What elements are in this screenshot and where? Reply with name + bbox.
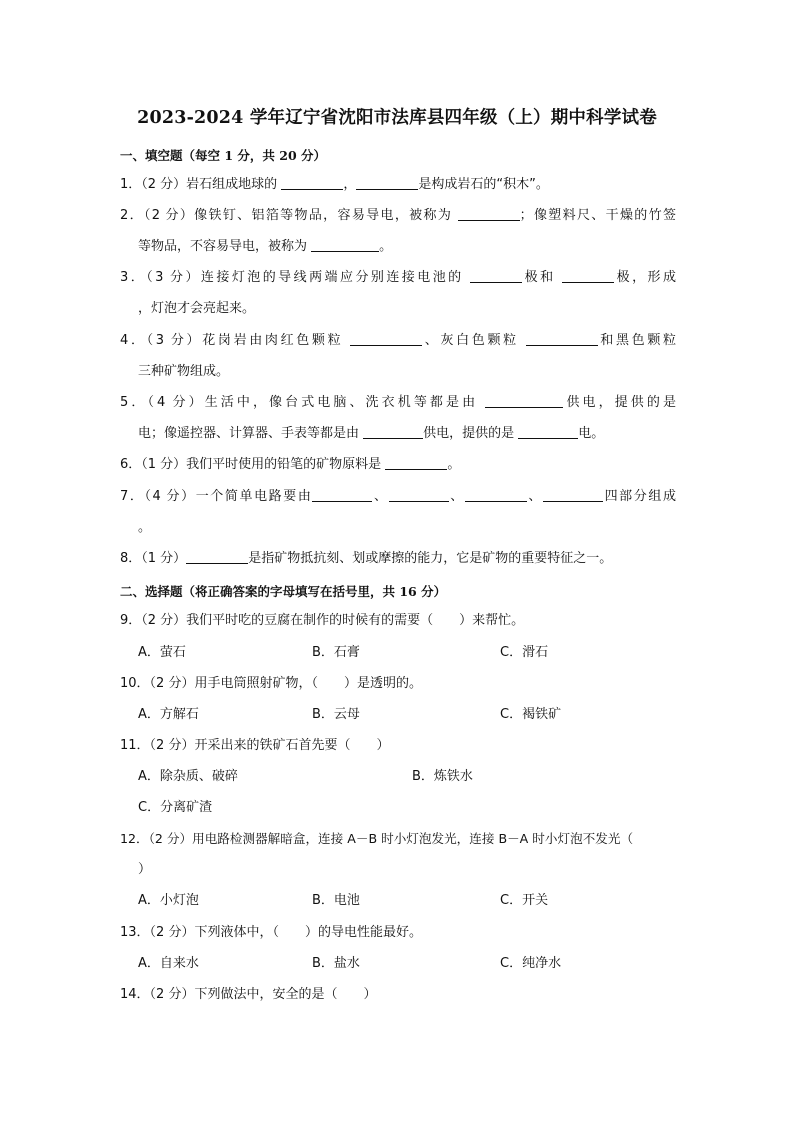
question-12: 12．（2 分）用电路检测器解暗盒，连接 A－B 时小灯泡发光，连接 B－A 时小灯泡不发光（ xyxy=(120,831,634,846)
option-b[interactable]: B．盐水 xyxy=(312,956,360,971)
option-b[interactable]: B．炼铁水 xyxy=(412,769,473,784)
question-4: 4．（3 分）花岗岩由肉红色颗粒 、灰白色颗粒 和黑色颗粒 xyxy=(120,333,676,348)
answer-blank[interactable] xyxy=(465,488,527,502)
question-5-cont: 电；像遥控器、计算器、手表等都是由 供电，提供的是 电。 xyxy=(138,426,605,441)
section-choice-heading: 二、选择题（将正确答案的字母填写在括号里，共 16 分） xyxy=(120,584,447,599)
option-c[interactable]: C．滑石 xyxy=(500,645,549,660)
option-a[interactable]: A．小灯泡 xyxy=(138,893,199,908)
question-4-cont: 三种矿物组成。 xyxy=(138,364,230,379)
answer-blank[interactable] xyxy=(363,425,423,439)
option-a[interactable]: A．萤石 xyxy=(138,645,186,660)
answer-blank[interactable] xyxy=(526,332,598,346)
question-1: 1．（2 分）岩石组成地球的 ， 是构成岩石的“积木”。 xyxy=(120,177,549,192)
answer-blank[interactable] xyxy=(485,394,563,408)
question-10: 10．（2 分）用手电筒照射矿物，（ ）是透明的。 xyxy=(120,676,422,691)
exam-title: 2023-2024 学年辽宁省沈阳市法库县四年级（上）期中科学试卷 xyxy=(137,108,657,128)
question-9: 9．（2 分）我们平时吃的豆腐在制作的时候有的需要（ ）来帮忙。 xyxy=(120,613,525,628)
answer-blank[interactable] xyxy=(389,488,449,502)
question-12-cont: ） xyxy=(138,862,152,877)
option-b[interactable]: B．云母 xyxy=(312,707,360,722)
option-b[interactable]: B．电池 xyxy=(312,893,360,908)
question-3-cont: ，灯泡才会亮起来。 xyxy=(138,301,256,316)
question-6: 6．（1 分）我们平时使用的铅笔的矿物原料是 。 xyxy=(120,457,461,472)
answer-blank[interactable] xyxy=(281,176,343,190)
question-3: 3．（3 分）连接灯泡的导线两端应分别连接电池的 极和 极，形成 xyxy=(120,270,676,285)
answer-blank[interactable] xyxy=(543,488,603,502)
option-b[interactable]: B．石膏 xyxy=(312,645,360,660)
answer-blank[interactable] xyxy=(470,269,522,283)
option-c[interactable]: C．褐铁矿 xyxy=(500,707,562,722)
question-14: 14．（2 分）下列做法中，安全的是（ ） xyxy=(120,987,377,1002)
answer-blank[interactable] xyxy=(518,425,578,439)
option-a[interactable]: A．方解石 xyxy=(138,707,199,722)
answer-blank[interactable] xyxy=(186,550,248,564)
answer-blank[interactable] xyxy=(562,269,614,283)
answer-blank[interactable] xyxy=(458,207,520,221)
question-2-cont: 等物品，不容易导电，被称为 。 xyxy=(138,239,393,254)
option-c[interactable]: C．开关 xyxy=(500,893,549,908)
option-c[interactable]: C．分离矿渣 xyxy=(138,800,213,815)
answer-blank[interactable] xyxy=(385,456,447,470)
option-a[interactable]: A．自来水 xyxy=(138,956,199,971)
answer-blank[interactable] xyxy=(311,238,379,252)
section-fill-heading: 一、填空题（每空 1 分，共 20 分） xyxy=(120,148,327,163)
question-11: 11．（2 分）开采出来的铁矿石首先要（ ） xyxy=(120,738,390,753)
answer-blank[interactable] xyxy=(350,332,422,346)
question-8: 8．（1 分） 是指矿物抵抗刻、划或摩擦的能力，它是矿物的重要特征之一。 xyxy=(120,551,613,566)
answer-blank[interactable] xyxy=(356,176,418,190)
question-2: 2．（2 分）像铁钉、铝箔等物品，容易导电，被称为 ；像塑料尺、干燥的竹签 xyxy=(120,208,676,223)
question-7: 7．（4 分）一个简单电路要由 、 、 、 四部分组成 xyxy=(120,489,676,504)
option-a[interactable]: A．除杂质、破碎 xyxy=(138,769,238,784)
question-7-cont: 。 xyxy=(138,520,152,535)
option-c[interactable]: C．纯净水 xyxy=(500,956,562,971)
question-5: 5．（4 分）生活中，像台式电脑、洗衣机等都是由 供电，提供的是 xyxy=(120,395,676,410)
question-13: 13．（2 分）下列液体中，（ ）的导电性能最好。 xyxy=(120,925,422,940)
answer-blank[interactable] xyxy=(312,488,372,502)
